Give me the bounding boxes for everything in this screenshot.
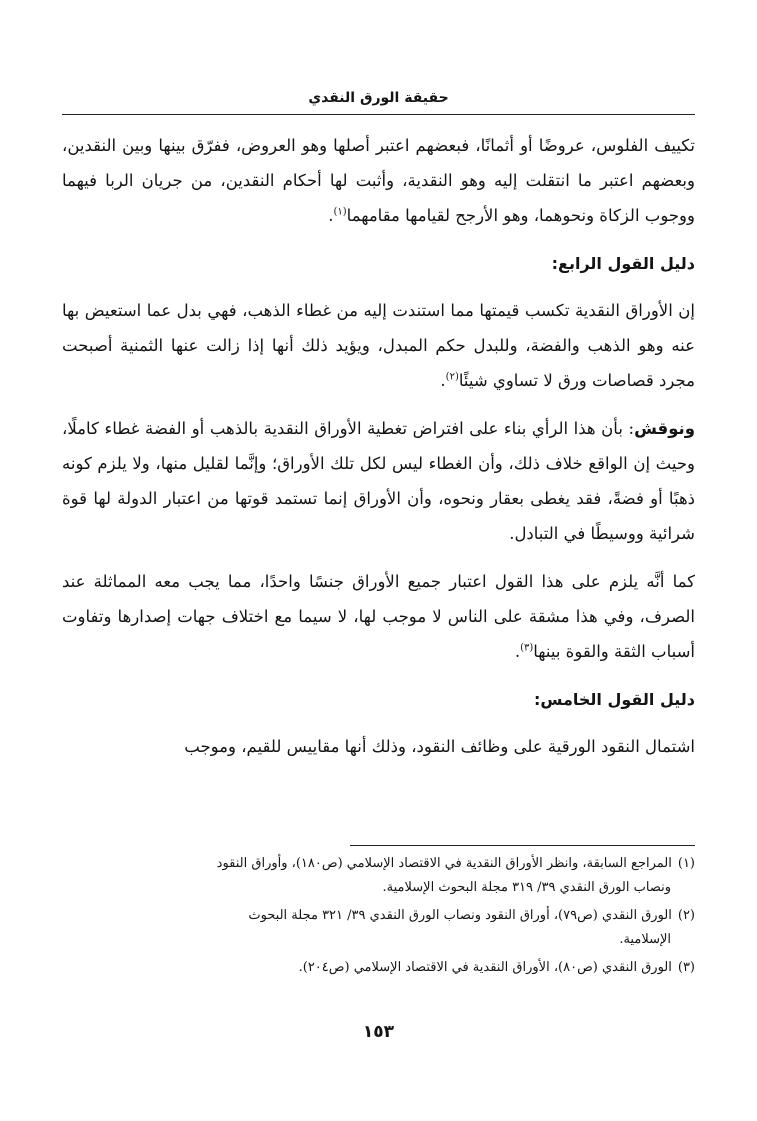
footnote-ref-1: (١) <box>333 206 347 218</box>
main-text <box>62 128 695 777</box>
footnote-1-line-2: ونصاب الورق النقدي ٣٩/ ٣١٩ مجلة البحوث الإسلامية. <box>382 880 671 895</box>
footnotes <box>62 852 695 984</box>
footnote-rule <box>350 845 695 846</box>
paragraph-5 <box>62 729 695 764</box>
footnote-1 <box>62 852 695 900</box>
paragraph-3-lead: ونوقش <box>634 419 695 438</box>
paragraph-1-end: . <box>328 206 334 225</box>
paragraph-3-text: : بأن هذا الرأي بناء على افتراض تغطية الأوراق النقدية بالذهب أو الفضة غطاء كاملًا، وحيث إن الواقع خلاف ذلك، وأن الغطاء ليس لكل تلك الأوراق؛ وإنَّما لقليل منها، ولا يلزم كونه ذهبًا أو فضةً، فقد يغطى بعقار ونحوه، وأن الأوراق إنما تستمد قوتها من اعتبار الدولة لها قوة شرائية ووسيطًا في التبادل. <box>62 419 695 543</box>
heading-fourth-opinion: دليل القول الرابع: <box>551 254 695 273</box>
footnote-1-line-1 <box>62 852 695 876</box>
paragraph-4-text: كما أنَّه يلزم على هذا القول اعتبار جميع الأوراق جنسًا واحدًا، مما يجب معه المماثلة عند الصرف، وفي هذا مشقة على الناس لا موجب لها، لا سيما مع اختلاف جهات إصدارها وتفاوت أسباب الثقة والقوة بينها <box>62 572 695 661</box>
footnote-3-line-1 <box>62 956 695 980</box>
header-rule <box>62 114 695 115</box>
footnote-2 <box>62 904 695 952</box>
paragraph-2-end: . <box>440 371 446 390</box>
footnote-3-text: الورق النقدي (ص٨٠)، الأوراق النقدية في الاقتصاد الإسلامي (ص٢٠٤). <box>298 960 672 975</box>
running-header-title: حقيقة الورق النقدي <box>308 90 449 106</box>
paragraph-2 <box>62 293 695 398</box>
footnote-3-number: (٣) <box>677 960 695 975</box>
footnote-2-text: الورق النقدي (ص٧٩)، أوراق النقود ونصاب الورق النقدي ٣٩/ ٣٢١ مجلة البحوث <box>248 908 672 923</box>
paragraph-4-end: . <box>514 642 521 661</box>
paragraph-5-text: اشتمال النقود الورقية على وظائف النقود، وذلك أنها مقاييس للقيم، وموجب <box>184 737 695 756</box>
paragraph-3 <box>62 411 695 551</box>
footnote-1-text: المراجع السابقة، وانظر الأوراق النقدية في الاقتصاد الإسلامي (ص١٨٠)، وأوراق النقود <box>216 856 672 871</box>
paragraph-4 <box>62 564 695 669</box>
footnote-ref-2: (٢) <box>445 371 459 383</box>
footnote-1-number: (١) <box>677 856 695 871</box>
page-number: ١٥٣ <box>362 1022 395 1042</box>
footnote-ref-3: (٣) <box>520 642 534 654</box>
footnote-2-line-1 <box>62 904 695 928</box>
footnote-3 <box>62 956 695 980</box>
heading-fifth-opinion: دليل القول الخامس: <box>533 690 695 709</box>
paragraph-2-text: إن الأوراق النقدية تكسب قيمتها مما استندت إليه من غطاء الذهب، فهي بدل عما استعيض بها عنه وهو الذهب والفضة، وللبدل حكم المبدل، ويؤيد ذلك أنها إذا زالت عنها الثمنية أصبحت مجرد قصاصات ورق لا تساوي شيئًا <box>62 301 695 390</box>
footnote-2-line-2: الإسلامية. <box>619 932 671 947</box>
paragraph-1 <box>62 128 695 233</box>
paragraph-1-text: تكييف الفلوس، عروضًا أو أثمانًا، فبعضهم اعتبر أصلها وهو العروض، ففرّق بينها وبين النقدين، وبعضهم اعتبر ما انتقلت إليه وهو النقدية، وأثبت لها أحكام النقدين، من جريان الربا فيهما ووجوب الزكاة ونحوهما، وهو الأرجح لقيامها مقامهما <box>62 136 695 225</box>
footnote-2-number: (٢) <box>677 908 695 923</box>
